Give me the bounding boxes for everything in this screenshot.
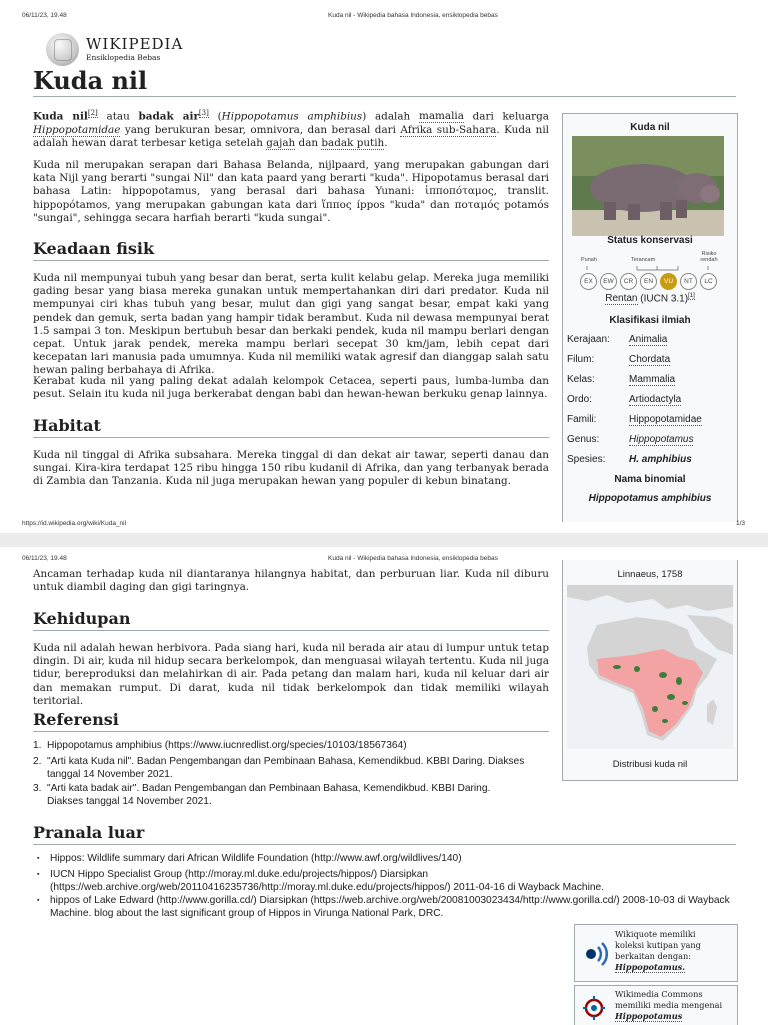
ref-link[interactable]: [2] — [87, 109, 98, 117]
commons-text-1: Wikimedia Commons — [615, 989, 703, 999]
scale-label-extinct: Punah — [581, 257, 597, 263]
bullet-icon: ▪ — [37, 897, 40, 904]
taxon-value[interactable]: Artiodactyla — [629, 394, 682, 405]
lead-term-alt: badak air — [138, 110, 199, 123]
bullet-icon: ▪ — [37, 855, 40, 862]
page-title: Kuda nil — [33, 66, 148, 95]
wikiquote-icon[interactable] — [580, 939, 610, 969]
section-text-keadaan-fisik-1: Kuda nil mempunyai tubuh yang besar dan berat, serta kulit kelabu gelap. Mereka juga memiliki gading besar yang biasa mereka gunakan untuk mempertahankan diri dari predator. Kuda nil mempunyai ciri khas tubuh yang besar, mulut dan gigi yang sangat besar, empat kaki yang pendek dan gemuk, serta badan yang hampir tidak berambut. Kuda nil dewasa mempunyai berat 1.5 sampai 3 ton. Meskipun bertubuh besar dan berkaki pendek, kuda nil mampu berlari dengan cepat. Untuk jarak pendek, mereka mampu berlari secepat 30 km/jam, lebih cepat dari kecepatan lari manusia pada umumnya. Kuda nil memiliki watak agresif dan dianggap salah satu hewan paling berbahaya di Afrika. — [33, 272, 549, 377]
binomial-name: Hippopotamus amphibius — [221, 110, 363, 123]
infobox-title: Kuda nil — [630, 122, 670, 133]
section-heading-keadaan-fisik: Keadaan fisik — [33, 239, 155, 258]
print-date: 06/11/23, 19.48 — [22, 12, 67, 19]
print-title: Kuda nil - Wikipedia bahasa Indonesia, ensiklopedia bebas — [328, 555, 498, 562]
print-url: https://id.wikipedia.org/wiki/Kuda_nil — [22, 520, 127, 527]
commons-icon[interactable] — [581, 994, 607, 1022]
intro-paragraph-1: Kuda nil[2] atau badak air[3] (Hippopotamus amphibius) adalah mamalia dari keluarga Hippopotamidae yang berukuran besar, omnivora, dan berasal dari Afrika sub-Sahara. Kuda nil adalah hewan darat terbesar ketiga setelah gajah dan badak putih. — [33, 109, 549, 149]
ref-link[interactable]: [1] — [688, 293, 695, 299]
section-rule — [33, 630, 549, 631]
taxon-rank-label: Genus: — [567, 434, 600, 445]
title-rule — [33, 96, 736, 97]
taxon-value[interactable]: Hippopotamidae — [629, 414, 702, 425]
print-page-number: 1/3 — [735, 520, 745, 527]
status-code-cr: CR — [620, 273, 637, 290]
reference-number: 1. — [33, 740, 42, 751]
wikipedia-globe-icon[interactable] — [46, 33, 79, 66]
wikiquote-box — [574, 924, 738, 982]
section-text-habitat-cont: Ancaman terhadap kuda nil diantaranya hilangnya habitat, dan perburuan liar. Kuda nil diburu untuk diambil daging dan gigi taringnya. — [33, 568, 549, 594]
taxon-rank-label: Ordo: — [567, 394, 593, 405]
status-code-ex: EX — [580, 273, 597, 290]
external-link-item[interactable]: Hippos: Wildlife summary dari African Wildlife Foundation (http://www.awf.org/wildlives/140) — [50, 853, 462, 864]
external-link-item[interactable]: hippos of Lake Edward (http://www.gorilla.cd/) Diarsipkan (https://web.archive.org/web/20081003023434/http://www.gorilla.cd/) 2008-10-03 di Wayback Machine. blog about the last significant group of Hippos in Virunga National Park, DRC. — [50, 895, 730, 919]
wikipedia-wordmark[interactable]: WIKIPEDIA — [86, 35, 184, 53]
binomial-name: Hippopotamus amphibius — [588, 493, 712, 504]
reference-item[interactable]: "Arti kata badak air". Badan Pengembangan dan Pembinaan Bahasa, Kemendikbud. KBBI Daring. Diakses tanggal 14 November 2021. — [47, 783, 491, 807]
status-code-vu: VU — [660, 273, 677, 290]
commons-box — [574, 985, 738, 1025]
ref-link[interactable]: [3] — [198, 109, 209, 117]
print-date: 06/11/23, 19.48 — [22, 555, 67, 562]
wikipedia-tagline: Ensiklopedia Bebas — [86, 53, 161, 62]
page-break — [0, 533, 768, 547]
link-badak-putih[interactable]: badak putih — [321, 136, 385, 149]
section-rule — [33, 260, 549, 261]
section-text-habitat: Kuda nil tinggal di Afrika subsahara. Mereka tinggal di dan dekat air tawar, seperti danau dan sungai. Kira-kira terdapat 125 ribu hingga 150 ribu kudanil di Afrika, dan yang terbanyak berada di Zambia dan Tanzania. Kuda nil juga merupakan hewan yang populer di kebun binatang. — [33, 449, 549, 488]
print-title: Kuda nil - Wikipedia bahasa Indonesia, ensiklopedia bebas — [328, 12, 498, 19]
status-rentan-link[interactable]: Rentan — [605, 293, 638, 305]
status-note: (IUCN 3.1) — [640, 293, 689, 305]
wikiquote-link[interactable]: Hippopotamus. — [615, 962, 686, 972]
taxon-value[interactable]: H. amphibius — [629, 454, 692, 465]
reference-item[interactable]: "Arti kata Kuda nil". Badan Pengembangan dan Pembinaan Bahasa, Kemendikbud. KBBI Daring. Diakses tanggal 14 November 2021. — [47, 756, 525, 780]
taxon-value[interactable]: Mammalia — [629, 374, 676, 385]
section-heading-habitat: Habitat — [33, 416, 101, 435]
status-code-en: EN — [640, 273, 657, 290]
status-line — [563, 293, 737, 304]
reference-number: 2. — [33, 756, 42, 767]
map-caption: Distribusi kuda nil — [612, 759, 688, 770]
wikiquote-text-2: koleksi kutipan yang — [615, 940, 701, 950]
intro-paragraph-2: Kuda nil merupakan serapan dari Bahasa Belanda, nijlpaard, yang merupakan gabungan dari kata Nijl yang berarti "sungai Nil" dan kata paard yang berarti "kuda". Hipopotamus berasal dari bahasa Latin: hippopotamus, yang berasal dari bahasa Yunani: ἱπποπόταμος, translit. hippopótamos, yang merupakan gabungan kata dari ἵππος íppos "kuda" dan ποταμός potamós "sungai", sehingga secara harfiah berarti "kuda sungai". — [33, 159, 549, 224]
scale-label-threatened: Terancam — [631, 257, 656, 263]
reference-item[interactable]: Hippopotamus amphibius (https://www.iucnredlist.org/species/10103/18567364) — [47, 740, 407, 751]
infobox — [562, 113, 738, 522]
link-gajah[interactable]: gajah — [266, 136, 296, 149]
external-link-item[interactable]: IUCN Hippo Specialist Group (http://moray.ml.duke.edu/projects/hippos/) Diarsipkan (https://web.archive.org/web/20110416235736/http://moray.ml.duke.edu/projects/hippos/) 2011-04-16 di Wayback Machine. — [50, 869, 605, 893]
taxon-rank-label: Spesies: — [567, 454, 606, 465]
section-heading-referensi: Referensi — [33, 710, 119, 729]
scale-label-lowrisk: Risiko rendah — [700, 251, 718, 263]
infobox-continued — [562, 560, 738, 781]
status-code-lc: LC — [700, 273, 717, 290]
commons-link[interactable]: Hippopotamus — [615, 1011, 683, 1021]
range-map[interactable] — [567, 585, 733, 749]
section-text-keadaan-fisik-2: Kerabat kuda nil yang paling dekat adalah kelompok Cetacea, seperti paus, lumba-lumba dan pesut. Selain itu kuda nil juga berkerabat dengan babi dan hewan-hewan berkuku genap lainnya. — [33, 375, 549, 401]
binomial-authority: Linnaeus, 1758 — [617, 569, 683, 580]
section-rule — [33, 731, 549, 732]
taxon-rank-label: Kerajaan: — [567, 334, 610, 345]
wikiquote-text-1: Wikiquote memiliki — [615, 929, 696, 939]
taxon-rank-label: Kelas: — [567, 374, 595, 385]
bullet-icon: ▪ — [37, 871, 40, 878]
taxon-rank-label: Famili: — [567, 414, 597, 425]
section-rule — [33, 844, 736, 845]
link-hippopotamidae[interactable]: Hippopotamidae — [33, 123, 121, 136]
lead-term: Kuda nil — [33, 110, 88, 123]
section-heading-pranala-luar: Pranala luar — [33, 823, 145, 842]
klasifikasi-heading[interactable]: Klasifikasi ilmiah — [609, 315, 691, 326]
link-afrika-sub-sahara[interactable]: Afrika sub-Sahara — [400, 123, 497, 136]
binomial-heading[interactable]: Nama binomial — [614, 474, 686, 485]
section-heading-kehidupan: Kehidupan — [33, 609, 131, 628]
status-heading[interactable]: Status konservasi — [607, 235, 693, 246]
taxon-rank-label: Filum: — [567, 354, 595, 365]
section-rule — [33, 437, 549, 438]
taxon-value[interactable]: Animalia — [629, 334, 668, 345]
commons-text-2: memiliki media mengenai — [615, 1000, 723, 1010]
taxon-value[interactable]: Hippopotamus — [629, 434, 694, 445]
taxon-value[interactable]: Chordata — [629, 354, 671, 365]
status-code-ew: EW — [600, 273, 617, 290]
section-text-kehidupan: Kuda nil adalah hewan herbivora. Pada siang hari, kuda nil berada air atau di lumpur untuk tetap dingin. Di air, kuda nil hidup secara berkelompok, dan menguasai wilayah tertentu. Kuda nil juga tidur, bereproduksi dan melahirkan di air. Pada petang dan malam hari, kuda nil keluar dari air dan memakan rumput. Di darat, kuda nil tidak berkelompok dan tidak memiliki wilayah teritorial. — [33, 642, 549, 707]
hippo-photo[interactable] — [572, 136, 724, 236]
status-brackets — [581, 264, 721, 272]
link-mamalia[interactable]: mamalia — [418, 110, 464, 123]
wikiquote-text-3: berkaitan dengan: — [615, 951, 692, 961]
reference-number: 3. — [33, 783, 42, 794]
status-code-nt: NT — [680, 273, 697, 290]
